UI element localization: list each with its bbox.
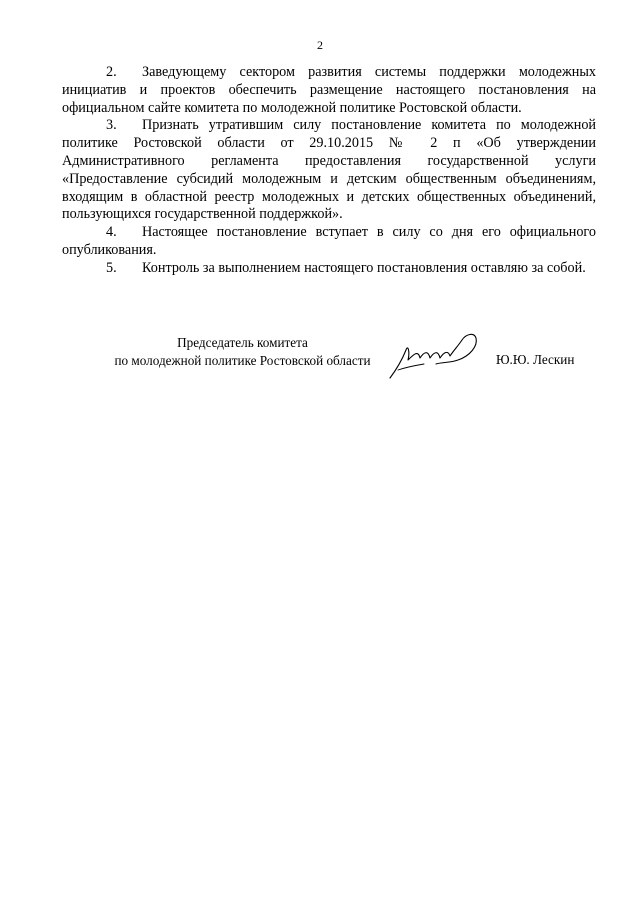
paragraph-item	[62, 117, 596, 224]
handwritten-signature-icon	[384, 328, 484, 382]
paragraph-number: 4.	[106, 224, 117, 241]
signer-name: Ю.Ю. Лескин	[496, 352, 575, 367]
page-number: 2	[317, 38, 323, 52]
signer-position-line-1: Председатель комитета	[177, 335, 308, 350]
paragraph-text: Заведующему сектором развития системы поддержки молодежных инициатив и проектов обеспечить размещение настоящего постановления на официальном сайте комитета по молодежной политике Ростовской области.	[62, 64, 596, 116]
paragraph-item	[62, 260, 596, 278]
paragraph-text: Контроль за выполнением настоящего постановления оставляю за собой.	[142, 259, 586, 276]
paragraph-number: 5.	[106, 259, 117, 276]
document-body	[62, 64, 596, 278]
signer-position	[110, 334, 375, 369]
paragraph-item	[62, 64, 596, 117]
paragraph-number: 2.	[106, 64, 117, 80]
signer-position-line-2: по молодежной политике Ростовской области	[114, 352, 371, 368]
paragraph-text: Признать утратившим силу постановление комитета по молодежной политике Ростовской области от 29.10.2015 № 2 п «Об утверждении Административного регламента предоставления государственной услуги «Предоставление субсидий молодежным и детским общественным объединениям, входящим в областной реестр молодежных и детских общественных объединений, пользующихся государственной поддержкой».	[62, 117, 596, 223]
paragraph-number: 3.	[106, 117, 117, 134]
paragraph-item	[62, 224, 596, 260]
paragraph-text: Настоящее постановление вступает в силу со дня его официального опубликования.	[62, 224, 596, 258]
signature-block	[0, 328, 640, 388]
